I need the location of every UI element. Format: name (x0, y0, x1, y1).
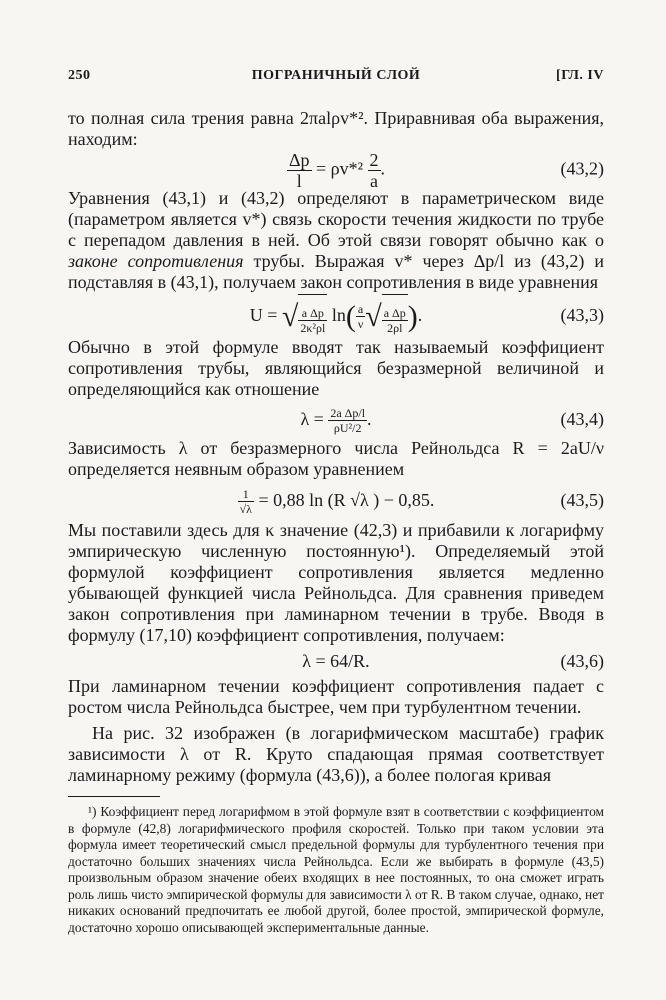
paragraph-2: Уравнения (43,1) и (43,2) определяют в параметрическом виде (параметром является v*) связь скорости течения жидкости по трубе с перепадом давления в ней. Об этой связи говорят обычно как о законе сопротивления трубы. Выражая v* через Δp/l из (43,2) и подставляя в (43,1), получаем закон сопротивления в виде уравнения (68, 188, 604, 292)
paragraph-1: то полная сила трения равна 2πalρv*². Приравнивая оба выражения, находим: (68, 108, 604, 149)
equation-number: (43,6) (560, 651, 604, 671)
page-number: 250 (68, 68, 91, 83)
main-text (68, 108, 604, 786)
equation-number: (43,3) (560, 305, 604, 325)
paragraph-5: Мы поставили здесь для κ значение (42,3) и прибавили к логарифму эмпирическую численную постоянную¹). Определяемый этой формулой коэффициент сопротивления является медленно убывающей функцией числа Рейнольдса. Для сравнения приведем закон сопротивления при ламинарном течении в трубе. Вводя в формулу (17,10) коэффициент сопротивления, получаем: (68, 520, 604, 645)
equation-number: (43,5) (560, 490, 604, 510)
footnote-rule (68, 796, 160, 797)
equation-43-3: U = √ $\frac{\text{a Δp}}{\text{2κ²ρl}}$ ln( $\frac{a}{\nu}$ √ $\frac{\text{a Δp}}{2\rho l}$ ). (43,3) (68, 293, 604, 337)
paragraph-6: При ламинарном течении коэффициент сопротивления падает с ростом числа Рейнольдса быстрее, чем при турбулентном течении. (68, 676, 604, 717)
paragraph-4: Зависимость λ от безразмерного числа Рейнольдса R = 2aU/ν определяется неявным образом уравнением (68, 438, 604, 479)
paragraph-7: На рис. 32 изображен (в логарифмическом масштабе) график зависимости λ от R. Круто спадающая прямая соответствует ламинарному режиму (формула (43,6)), а более пологая кривая (68, 723, 604, 785)
paragraph-3: Обычно в этой формуле вводят так называемый коэффициент сопротивления трубы, являющийся безразмерной величиной и определяющийся как отношение (68, 337, 604, 399)
footnote-text: ¹) Коэффициент перед логарифмом в этой формуле взят в соответствии с коэффициентом в формуле (42,8) логарифмического профиля скоростей. Только при таком условии эта формула имеет теоретический смысл предельной формулы для турбулентного течения при достаточно больших значениях числа Рейнольдса. Если же выбирать в формуле (43,5) произвольным образом значение обеих входящих в нее постоянных, то она сможет играть роль лишь чисто эмпирической формулы для зависимости λ от R. В таком случае, однако, нет никаких оснований предпочитать ее любой другой, более простой, эмпирической формуле, достаточно хорошо описывающей экспериментальные данные. (68, 804, 604, 935)
equation-43-2: $\frac{\Delta p}{l}$ = ρv*² $\frac{2}{a}$ . (43,2) (288, 150, 604, 191)
running-title: ПОГРАНИЧНЫЙ СЛОЙ (251, 68, 421, 83)
footnote (68, 804, 604, 936)
equation-43-4: λ = $\frac{\text{2a Δp/l}}{\text{ρU²/2}}$ . (43,4) (68, 400, 604, 438)
equation-number: (43,4) (560, 409, 604, 429)
equation-43-6: λ = 64/R. (43,6) (68, 646, 604, 676)
equation-number: (43,2) (560, 158, 604, 179)
chapter-label: [ГЛ. IV (556, 68, 604, 83)
equation-43-5: $\frac{1}{√\lambda}$ = 0,88 ln (R √λ ) − 0,85. (43,5) (68, 480, 604, 520)
